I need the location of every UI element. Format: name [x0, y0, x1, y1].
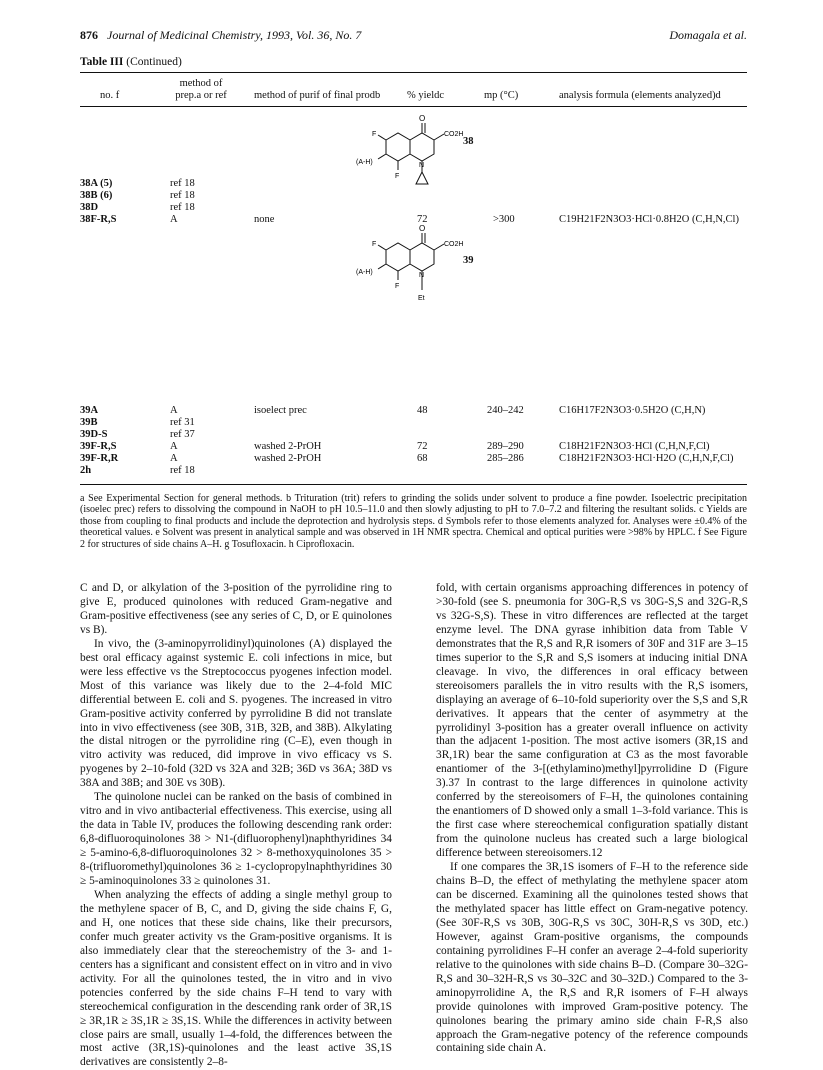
cell-yield: 48 [417, 405, 428, 416]
body-paragraph: When analyzing the effects of adding a single methyl group to the methylene spacer of B, C, and D, giving the side chains F, G, and H, one notices that these side chains, like their precursors, confer much greater activity vs the Gram-positive organisms. It is also immediately clear that the stereochemistry of the 3- and 1-centers has a significant and consistent effect on in vitro and in vivo activity. For all the quinolones tested, the in vitro and in vivo potencies conferred by the side chains F–H tend to vary with stereochemical configuration in the descending rank order of 3R,1S ≥ 3R,1R ≥ 3S,1R ≥ 3S,1S. While the differences in activity between close pairs are small, usually 1–4-fold, the differences between the most active (3R,1S)-quinolones and the least active 3S,1S derivatives are consistently 2–8- [80, 888, 392, 1069]
cell-mp: 289–290 [487, 441, 524, 452]
fluoro-8-label: F [395, 173, 400, 180]
body-paragraph: The quinolone nuclei can be ranked on the basis of combined in vitro and in vivo antibacterial effectiveness. This exercise, using all the data in Table IV, produces the following descending rank order: 6,8-difluoroquinolones 38 > N1-(difluorophenyl)naphthyridines 34 ≥ 5-amino-6,8-difluoroquinolones 32 > 8-methoxyquinolones 35 > 8-(trifluoromethyl)quinolones 36 ≥ 1-cyclopropylnaphthyridines 30 ≥ 5-aminoquinolones 33 ≥ quinolones 31. [80, 791, 392, 888]
cell-purif: washed 2-PrOH [254, 453, 322, 464]
table-caption-label: Table III [80, 56, 124, 68]
cell-mp: 240–242 [487, 405, 524, 416]
fluoro-8-label: F [395, 283, 400, 290]
table-header-rule [80, 106, 747, 107]
cell-analysis: C19H21F2N3O3·HCl·0.8H2O (C,H,N,Cl) [559, 214, 739, 225]
table-top-rule [80, 72, 747, 73]
cell-yield: 72 [417, 214, 428, 225]
header-method-line2: prep.a or ref [175, 90, 227, 101]
body-paragraph: fold, with certain organisms approaching differences in potency of >30-fold (see S. pneumonia for 30G-R,S vs 30G-S,S and 32G-R,S vs 32G-S,S). These in vitro differences are reflected at the target enzyme level. The DNA gyrase inhibition data from Table V demonstrates that the R,S and R,R isomers of 30F and 31F are 3–15 times superior to the S,R and S,S isomers at inducing initial DNA cleavage. In vivo, the differences in oral efficacy between stereoisomers parallels the in vitro results with the R,S isomers, displaying an average of 6–10-fold superiority over the S,S and S,R derivatives. It appears that the center of asymmetry at the pyrrolidinyl 3-position has a greater overall influence on activity than the adjacent 1-position. The most active isomers (3R,1S and 3R,1R) bear the same configuration at C3 as the most favorable enantiomer of the 3-[(ethylamino)methyl]pyrrolidine D (Figure 3).37 In contrast to the large differences in quinolone activity conferred by the stereoisomers of F–H, the quinolones containing the enantiomers of D showed only a small 1–3-fold variance. This is the first case where stereochemical configuration spatially distant from the quinolone nucleus has created such a large biological difference between stereoisomers.12 [436, 582, 748, 860]
cell-method: A [170, 405, 178, 416]
cell-purif: isoelect prec [254, 405, 307, 416]
quinolone-structure-38 [346, 112, 486, 202]
cell-method: ref 18 [170, 190, 195, 201]
header-yield: % yieldc [407, 90, 445, 101]
side-chain-label: (A-H) [356, 269, 373, 276]
carboxyl-label: CO2H [444, 131, 464, 138]
header-no: no. f [100, 90, 120, 101]
header-method-line1: method of [179, 78, 223, 89]
compound-label-38: 38 [463, 136, 474, 147]
cell-analysis: C18H21F2N3O3·HCl·H2O (C,H,N,F,Cl) [559, 453, 734, 464]
cell-analysis: C16H17F2N3O3·0.5H2O (C,H,N) [559, 405, 706, 416]
cell-method: ref 37 [170, 429, 195, 440]
cell-no: 38F-R,S [80, 214, 117, 225]
cell-purif: none [254, 214, 275, 225]
cell-method: ref 18 [170, 178, 195, 189]
cell-analysis: C18H21F2N3O3·HCl (C,H,N,F,Cl) [559, 441, 710, 452]
oxo-label: O [419, 114, 426, 123]
body-paragraph: C and D, or alkylation of the 3-position of the pyrrolidine ring to give E, produced quinolones with reduced Gram-negative and Gram-positive effectiveness (see any series of C, D, or E quinolones vs B). [80, 582, 392, 636]
ring-nitrogen-label: N [419, 162, 425, 169]
body-paragraph: If one compares the 3R,1S isomers of F–H to the reference side chains B–D, the effect of methylating the methylene spacer atom can be discerned. Examining all the quinolones tested shows that the methylated spacer has little effect on Gram-negative potency. (See 30F-R,S vs 30B, 30G-R,S vs 30C, 30H-R,S vs 30D, etc.) However, against Gram-positive organisms, the compounds containing pyrrolidines F–H confer an average 2–4-fold superiority relative to the quinolones with side chains B–D. (Compare 30–32G-R,S and 30–32H-R,S vs 30–32C and 30–32D.) Compared to the 3-aminopyrrolidine A, the R,S and R,R isomers of F–H always provide quinolones with improved Gram-positive potency. The quinolones bearing the primary amino side chain F-R,S also approach the Gram-negative potency of the reference compounds containing side chain A. [436, 861, 748, 1055]
compound-label-39: 39 [463, 255, 474, 266]
journal-name: Journal of Medicinal Chemistry, 1993, Vol. 36, No. 7 [107, 28, 362, 42]
table-caption [80, 56, 182, 68]
side-chain-label: (A-H) [356, 159, 373, 166]
cell-method: A [170, 214, 178, 225]
fluoro-6-label: F [372, 241, 377, 248]
cell-no: 39B [80, 417, 98, 428]
carboxyl-label: CO2H [444, 241, 464, 248]
header-analysis: analysis formula (elements analyzed)d [559, 90, 721, 101]
cell-mp: >300 [493, 214, 515, 225]
header-method [170, 78, 232, 102]
cell-yield: 68 [417, 453, 428, 464]
cell-method: ref 18 [170, 465, 195, 476]
table-footnote: a See Experimental Section for general methods. b Trituration (trit) refers to grinding the solids under solvent to produce a fine powder. Isoelectric precipitation (isoelec prec) refers to dissolving the compound in NaOH to pH 10.5–11.0 and then slowly adjusting to pH to 7.0–7.2 and filtering the resultant solids. c Yields are those from coupling to final products and include the deprotection and hydrolysis steps. d Symbols refer to those elements analyzed for. Analyses were ±0.4% of the theoretical values. e Solvent was present in analytical sample and was observed in 1H NMR spectra. Chemical and optical purities were >98% by HPLC. f See Figure 2 for structures of side chains A–H. g Tosufloxacin. h Ciprofloxacin. [80, 493, 747, 550]
cell-yield: 72 [417, 441, 428, 452]
cell-method: A [170, 441, 178, 452]
cell-no: 39A [80, 405, 99, 416]
oxo-label: O [419, 224, 426, 233]
running-header [80, 28, 747, 43]
page-number: 876 [80, 28, 98, 42]
cell-no: 38A (5) [80, 178, 113, 189]
header-purif: method of purif of final prodb [254, 90, 381, 101]
body-column-left [80, 582, 392, 1070]
cell-no: 39F-R,S [80, 441, 117, 452]
cell-no: 39F-R,R [80, 453, 119, 464]
ring-nitrogen-label: N [419, 272, 425, 279]
cell-no: 38B (6) [80, 190, 113, 201]
header-mp: mp (°C) [484, 90, 519, 101]
cell-purif: washed 2-PrOH [254, 441, 322, 452]
ethyl-label: Et [418, 295, 425, 302]
cell-no: 39D-S [80, 429, 108, 440]
table-bottom-rule [80, 484, 747, 485]
running-author: Domagala et al. [669, 28, 747, 42]
table-caption-rest: (Continued) [123, 56, 182, 68]
fluoro-6-label: F [372, 131, 377, 138]
cell-method: ref 31 [170, 417, 195, 428]
body-paragraph: In vivo, the (3-aminopyrrolidinyl)quinolones (A) displayed the best oral efficacy against systemic E. coli infections in mice, but were less effective vs the Streptococcus pyogenes infection model. Most of this variance was likely due to the 2–4-fold MIC differential between E. coli and S. pyogenes. The increased in vitro Gram-positive activity conferred by pyrrolidine B did not translate into in vivo effectiveness (see 30B, 31B, 32B, and 38B). Alkylating the distal nitrogen or the pyrrolidine ring (C–E), even though in vitro activity was reduced, did improve in vivo efficacy vs S. pyogenes by 2–10-fold (32D vs 32A and 32B; 36D vs 36A; 38D vs 38A and 38B; and 30E vs 30B). [80, 637, 392, 790]
cell-no: 38D [80, 202, 99, 213]
cell-no: 2h [80, 465, 92, 476]
quinolone-structure-39 [346, 222, 486, 322]
cell-method: A [170, 453, 178, 464]
body-column-right [436, 582, 748, 1056]
cell-mp: 285–286 [487, 453, 524, 464]
cell-method: ref 18 [170, 202, 195, 213]
